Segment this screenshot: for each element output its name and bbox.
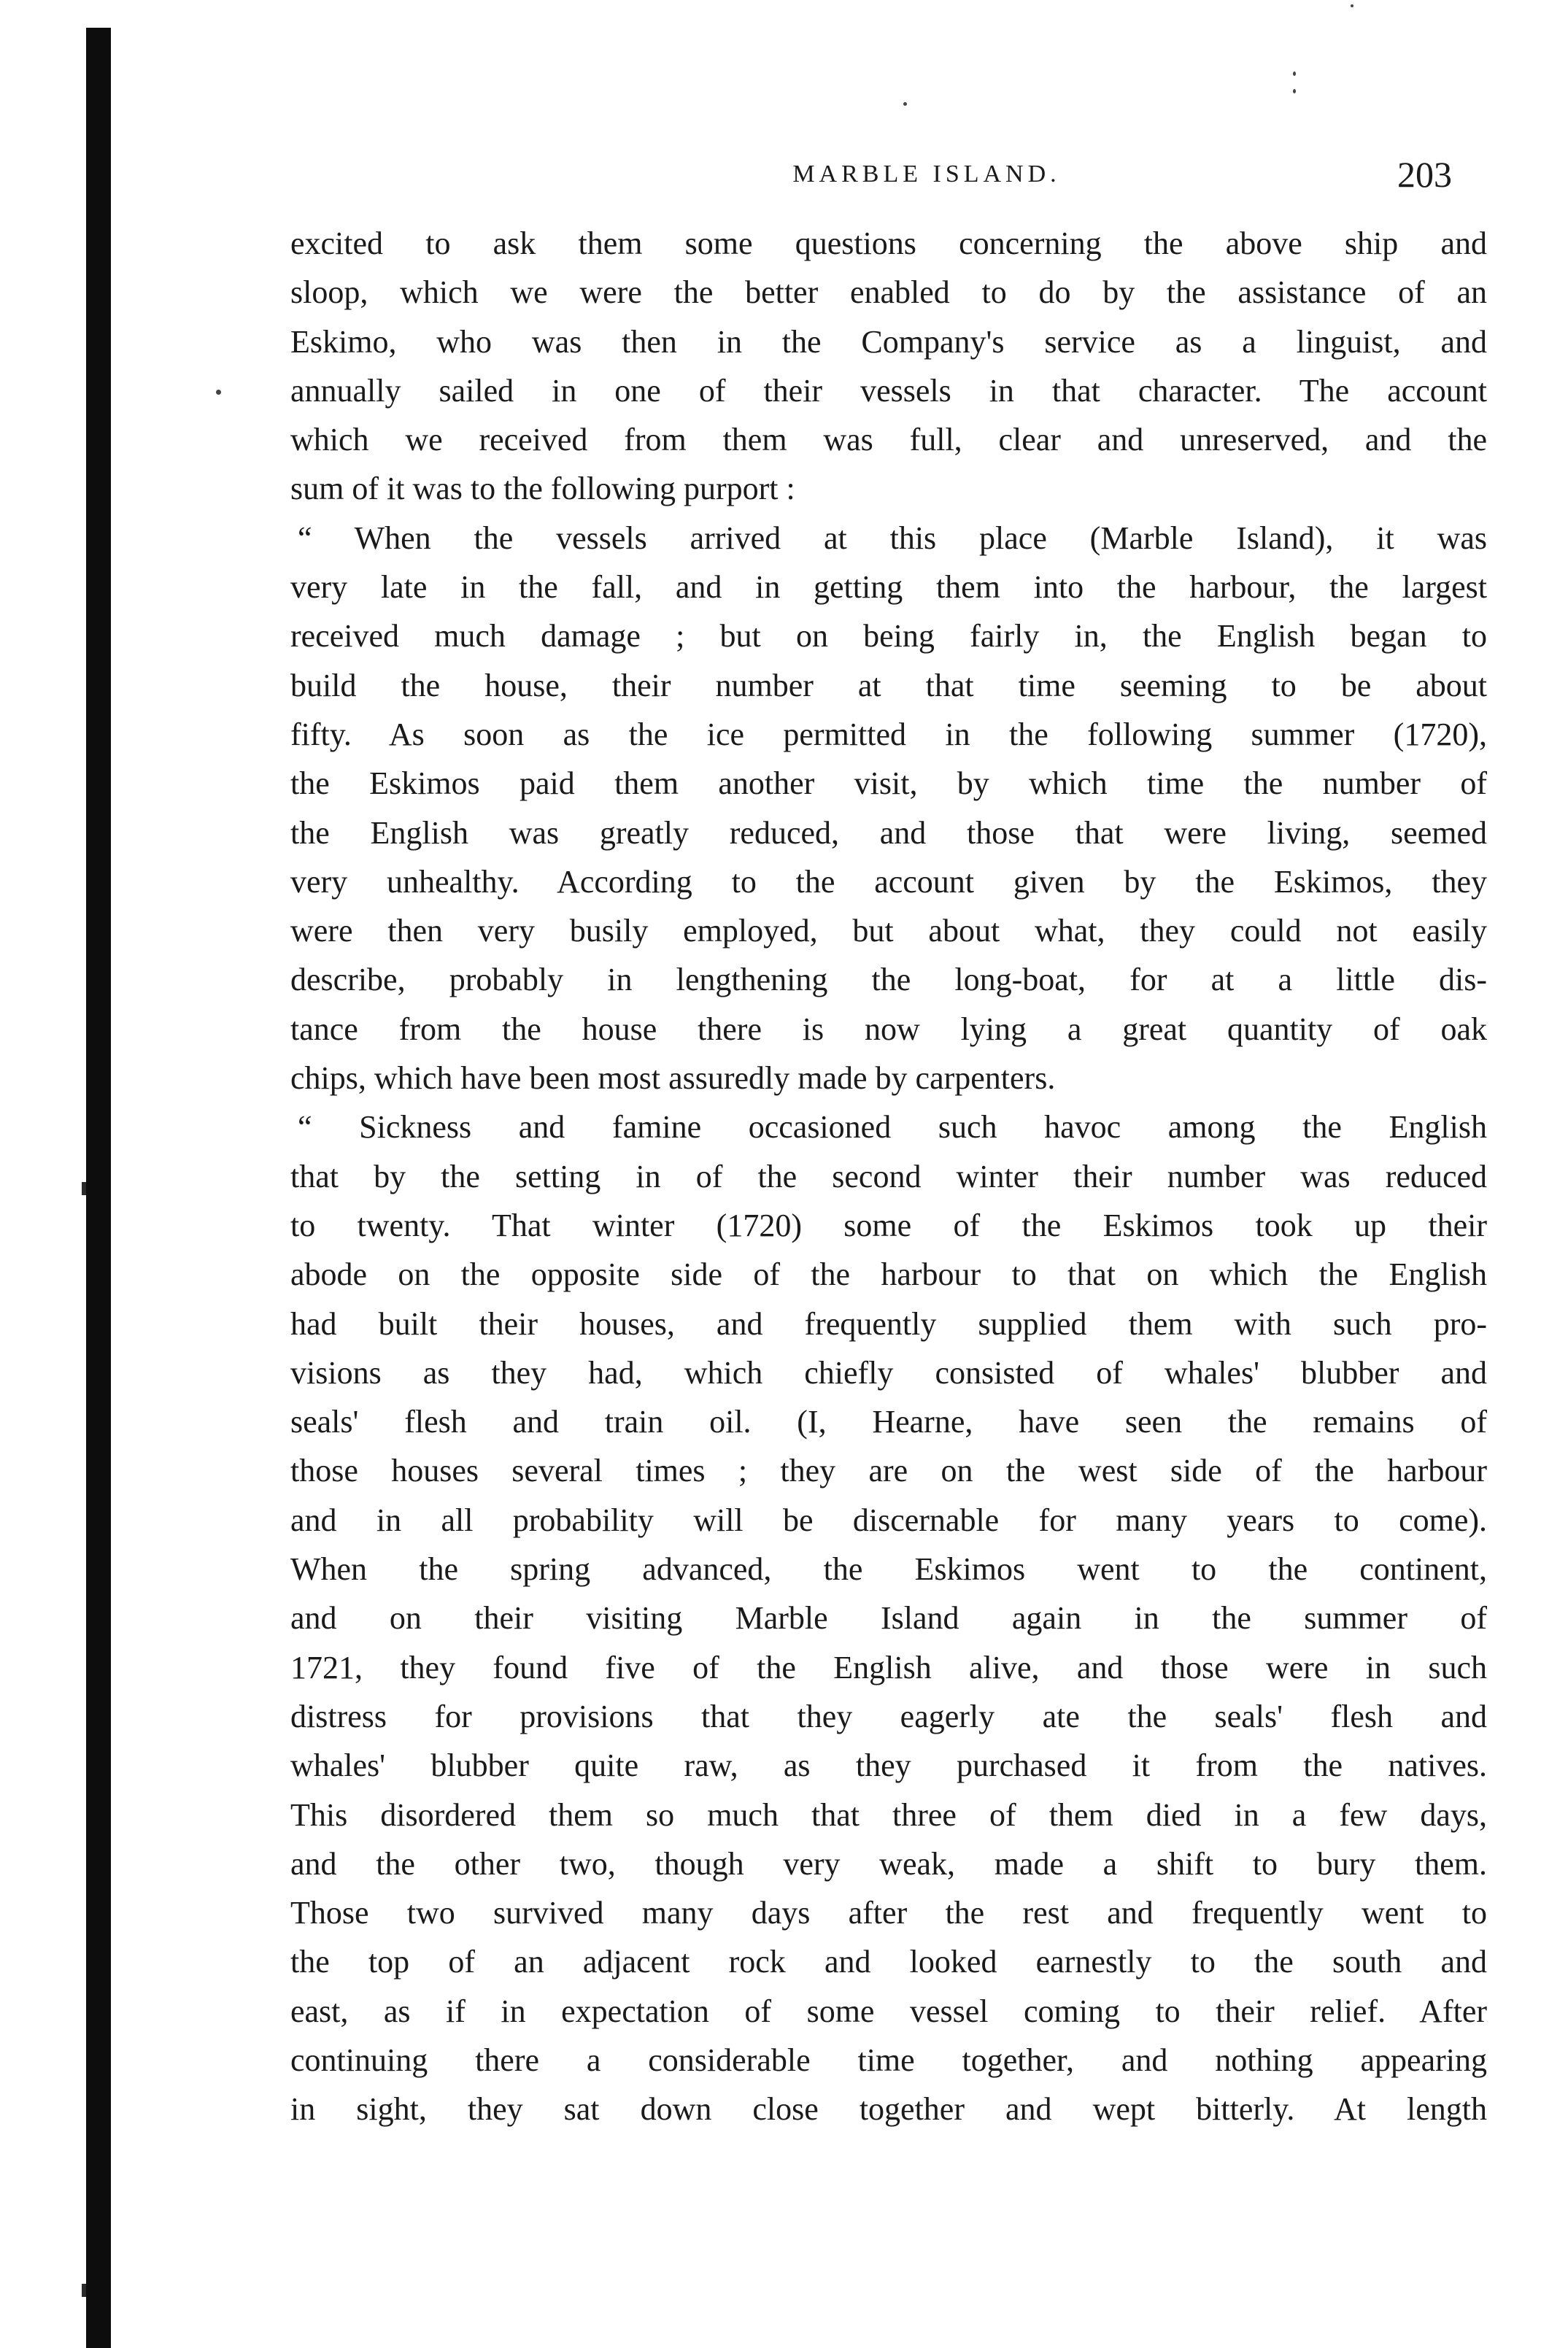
- text-line: tance from the house there is now lying a great quantity of oak: [290, 1011, 1487, 1047]
- text-line: annually sailed in one of their vessels in that character. The account: [290, 372, 1487, 409]
- page-speck: [903, 102, 907, 106]
- body-text: [290, 219, 1487, 2134]
- text-line: build the house, their number at that time seeming to be about: [290, 667, 1487, 703]
- binding-edge: [86, 28, 111, 2348]
- text-line: chips, which have been most assuredly made by carpenters.: [290, 1060, 1056, 1097]
- text-line: the top of an adjacent rock and looked earnestly to the south and: [290, 1944, 1487, 1980]
- paragraph-start: “ When the vessels arrived at this place (Marble Island), it was: [298, 520, 1487, 556]
- text-line: This disordered them so much that three of them died in a few days,: [290, 1796, 1487, 1833]
- text-line: that by the setting in of the second winter their number was reduced: [290, 1158, 1487, 1194]
- text-line: 1721, they found five of the English alive, and those were in such: [290, 1649, 1487, 1685]
- paragraph-start: “ Sickness and famine occasioned such havoc among the English: [298, 1109, 1487, 1146]
- text-line: very late in the fall, and in getting them into the harbour, the largest: [290, 569, 1487, 606]
- page-speck: [1293, 72, 1296, 76]
- text-line: Those two survived many days after the rest and frequently went to: [290, 1895, 1487, 1931]
- page-speck: [216, 390, 221, 395]
- text-line: and the other two, though very weak, made a shift to bury them.: [290, 1845, 1487, 1882]
- text-line: describe, probably in lengthening the long-boat, for at a little dis-: [290, 962, 1487, 998]
- text-line: those houses several times ; they are on the west side of the harbour: [290, 1453, 1487, 1489]
- text-line: the Eskimos paid them another visit, by which time the number of: [290, 765, 1487, 802]
- running-head: [299, 153, 1452, 204]
- text-line: which we received from them was full, clear and unreserved, and the: [290, 422, 1487, 458]
- text-line: excited to ask them some questions concerning the above ship and: [290, 225, 1487, 261]
- binding-edge-mark: [82, 2284, 86, 2297]
- text-line: received much damage ; but on being fairly in, the English began to: [290, 618, 1487, 654]
- text-line: sum of it was to the following purport :: [290, 471, 795, 507]
- text-line: and in all probability will be discernable for many years to come).: [290, 1502, 1487, 1538]
- text-line: seals' flesh and train oil. (I, Hearne, have seen the remains of: [290, 1404, 1487, 1440]
- binding-edge-mark: [82, 1182, 86, 1195]
- text-line: visions as they had, which chiefly consisted of whales' blubber and: [290, 1354, 1487, 1391]
- page-speck: [1293, 89, 1296, 93]
- text-line: to twenty. That winter (1720) some of the Eskimos took up their: [290, 1207, 1487, 1243]
- text-line: very unhealthy. According to the account given by the Eskimos, they: [290, 863, 1487, 900]
- text-line: in sight, they sat down close together and wept bitterly. At length: [290, 2091, 1487, 2128]
- text-line: the English was greatly reduced, and those that were living, seemed: [290, 814, 1487, 851]
- text-line: fifty. As soon as the ice permitted in the following summer (1720),: [290, 716, 1487, 752]
- text-line: distress for provisions that they eagerly ate the seals' flesh and: [290, 1698, 1487, 1734]
- text-line: sloop, which we were the better enabled to do by the assistance of an: [290, 274, 1487, 311]
- text-line: whales' blubber quite raw, as they purchased it from the natives.: [290, 1748, 1487, 1784]
- text-line: Eskimo, who was then in the Company's service as a linguist, and: [290, 323, 1487, 360]
- text-line: and on their visiting Marble Island again in the summer of: [290, 1600, 1487, 1637]
- text-line: abode on the opposite side of the harbour to that on which the English: [290, 1256, 1487, 1293]
- text-line: east, as if in expectation of some vessel coming to their relief. After: [290, 1993, 1487, 2029]
- text-line: When the spring advanced, the Eskimos went to the continent,: [290, 1551, 1487, 1588]
- text-line: continuing there a considerable time together, and nothing appearing: [290, 2042, 1487, 2078]
- text-line: had built their houses, and frequently supplied them with such pro-: [290, 1305, 1487, 1342]
- text-line: were then very busily employed, but about what, they could not easily: [290, 913, 1487, 949]
- running-title: MARBLE ISLAND.: [792, 161, 1061, 188]
- page-speck: [1351, 4, 1353, 7]
- page-number: 203: [1397, 154, 1452, 195]
